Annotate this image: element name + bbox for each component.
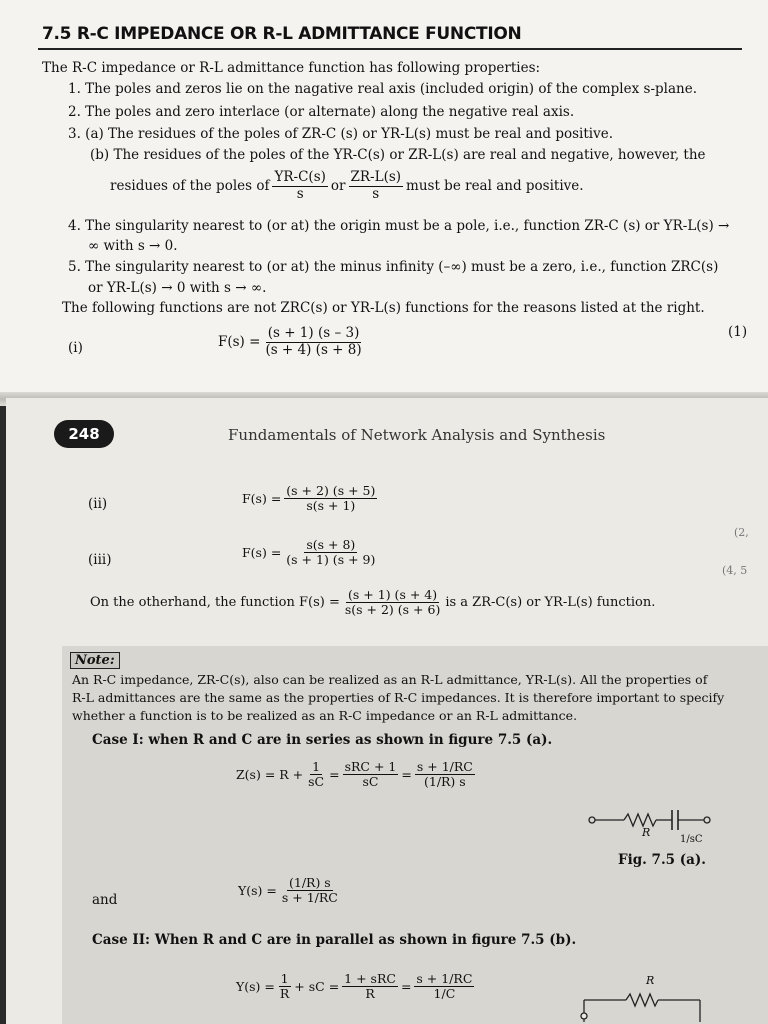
property-3b: (b) The residues of the poles of the YR-C(s) or ZR-L(s) are real and negative, however, the — [90, 147, 706, 163]
heading-rule — [38, 48, 742, 50]
property-4-line2: ∞ with s → 0. — [88, 238, 178, 254]
other-fraction — [343, 588, 442, 618]
frac-denominator: s(s + 1) — [306, 498, 356, 514]
frac-numerator: YR-C(s) — [274, 169, 326, 185]
margin-note-2: (2, — [734, 526, 749, 539]
prop3b-or: or — [330, 178, 346, 195]
fig-b-r-label: R — [646, 974, 655, 987]
property-2: 2. The poles and zero interlace (or alternate) along the negative real axis. — [68, 104, 575, 120]
frac-numerator: s + 1/RC — [416, 971, 473, 986]
fig-a-caption: Fig. 7.5 (a). — [618, 852, 706, 868]
example-3-label: (iii) — [88, 552, 112, 568]
frac-denominator: R — [365, 986, 375, 1002]
equation-lhs: F(s) = — [242, 545, 282, 561]
frac-denominator: (s + 1) (s + 9) — [286, 552, 376, 568]
other-prefix: On the otherhand, the function F(s) = — [90, 595, 340, 611]
frac-numerator: ZR-L(s) — [350, 169, 402, 185]
y-fraction — [280, 876, 340, 906]
z-fraction-3 — [415, 760, 475, 790]
example-2-label: (ii) — [88, 496, 108, 512]
example-3-fraction — [284, 538, 377, 568]
frac-denominator: (s + 4) (s + 8) — [265, 341, 362, 358]
equals-sign: = — [400, 979, 412, 995]
frac-denominator: 1/C — [433, 986, 456, 1002]
property-3b-continued — [110, 170, 584, 202]
frac-numerator: s + 1/RC — [416, 759, 473, 774]
frac-numerator: 1 — [280, 971, 289, 986]
z-equation — [236, 760, 478, 790]
frac-denominator: s — [372, 185, 380, 202]
property-1: 1. The poles and zeros lie on the nagative real axis (included origin) of the complex s-plane. — [68, 81, 697, 97]
frac-denominator: s(s + 2) (s + 6) — [344, 602, 441, 618]
fig-a-r-label: R — [642, 826, 651, 839]
parallel-rc-circuit-diagram — [576, 986, 716, 1022]
prop3b-fraction-2 — [349, 170, 404, 202]
example-2-fraction — [284, 484, 377, 514]
plus-sc: + sC = — [294, 979, 340, 995]
equals-sign: = — [401, 767, 412, 783]
section-heading: 7.5 R-C IMPEDANCE OR R-L ADMITTANCE FUNCTION — [42, 24, 522, 44]
z-fraction-1 — [306, 760, 326, 790]
equation-lhs: F(s) = — [242, 491, 282, 507]
top-page — [0, 0, 768, 398]
frac-denominator: sC — [308, 774, 325, 790]
frac-numerator: (s + 1) (s + 4) — [348, 587, 438, 602]
frac-numerator: 1 — [312, 759, 321, 774]
z-fraction-2 — [343, 760, 399, 790]
frac-numerator: s(s + 8) — [306, 537, 356, 552]
y2-equation — [236, 972, 477, 1002]
frac-denominator: (1/R) s — [423, 774, 466, 790]
frac-numerator: (1/R) s — [289, 875, 331, 890]
margin-note-4: (4, 5 — [722, 564, 748, 577]
case-1-heading: Case I: when R and C are in series as shown in figure 7.5 (a). — [92, 732, 553, 748]
note-line-2: R-L admittances are the same as the properties of R-C impedances. It is therefore important to specify — [72, 690, 725, 705]
frac-numerator: sRC + 1 — [344, 759, 397, 774]
other-suffix: is a ZR-C(s) or YR-L(s) function. — [445, 595, 656, 611]
y-equation — [238, 876, 343, 906]
frac-denominator: R — [279, 986, 290, 1002]
prop3b-prefix: residues of the poles of — [110, 178, 270, 195]
y2-fraction-1 — [278, 972, 291, 1002]
y2-fraction-3 — [414, 972, 474, 1002]
y2-fraction-2 — [342, 972, 398, 1002]
frac-denominator: s + 1/RC — [281, 890, 338, 906]
equation-ref-1: (1) — [728, 324, 748, 340]
bottom-page — [6, 398, 768, 1024]
frac-denominator: s — [296, 185, 304, 202]
page-number-badge: 248 — [54, 420, 114, 448]
page-header-title: Fundamentals of Network Analysis and Synthesis — [228, 426, 606, 444]
property-4-line1: 4. The singularity nearest to (or at) the origin must be a pole, i.e., function ZR-C (s) or YR-L(s) → — [68, 218, 730, 234]
equation-lhs: F(s) = — [218, 334, 261, 351]
frac-numerator: 1 + sRC — [344, 971, 396, 986]
example-1-equation — [218, 326, 367, 358]
example-1-fraction — [263, 326, 363, 358]
case-2-heading: Case II: When R and C are in parallel as shown in figure 7.5 (b). — [92, 932, 577, 948]
example-1-label: (i) — [68, 340, 83, 356]
equals-sign: = — [329, 767, 340, 783]
property-3a: 3. (a) The residues of the poles of ZR-C (s) or YR-L(s) must be real and positive. — [68, 126, 613, 142]
and-text: and — [92, 892, 118, 908]
equation-lhs: Z(s) = R + — [236, 767, 304, 783]
equation-lhs: Y(s) = — [238, 883, 277, 899]
frac-denominator: sC — [362, 774, 379, 790]
prop3b-suffix: must be real and positive. — [406, 178, 584, 195]
intro-text: The R-C impedance or R-L admittance function has following properties: — [42, 60, 541, 76]
property-5-line1: 5. The singularity nearest to (or at) the minus infinity (–∞) must be a zero, i.e., function ZRC(s) — [68, 259, 719, 275]
frac-numerator: (s + 2) (s + 5) — [286, 483, 376, 498]
note-line-3: whether a function is to be realized as an R-C impedance or an R-L admittance. — [72, 708, 578, 723]
prop3b-fraction-1 — [272, 170, 327, 202]
note-label: Note: — [70, 652, 120, 669]
note-line-1: An R-C impedance, ZR-C(s), also can be realized as an R-L admittance, YR-L(s). All the properties of — [72, 672, 708, 687]
example-2-equation — [242, 484, 380, 514]
other-function-line — [90, 588, 655, 618]
frac-numerator: (s + 1) (s – 3) — [267, 325, 360, 341]
property-5-line2: or YR-L(s) → 0 with s → ∞. — [88, 280, 267, 296]
equation-lhs: Y(s) = — [236, 979, 275, 995]
following-text: The following functions are not ZRC(s) or YR-L(s) functions for the reasons listed at the right. — [62, 300, 705, 316]
example-3-equation — [242, 538, 380, 568]
fig-a-c-label: 1/sC — [680, 834, 703, 845]
